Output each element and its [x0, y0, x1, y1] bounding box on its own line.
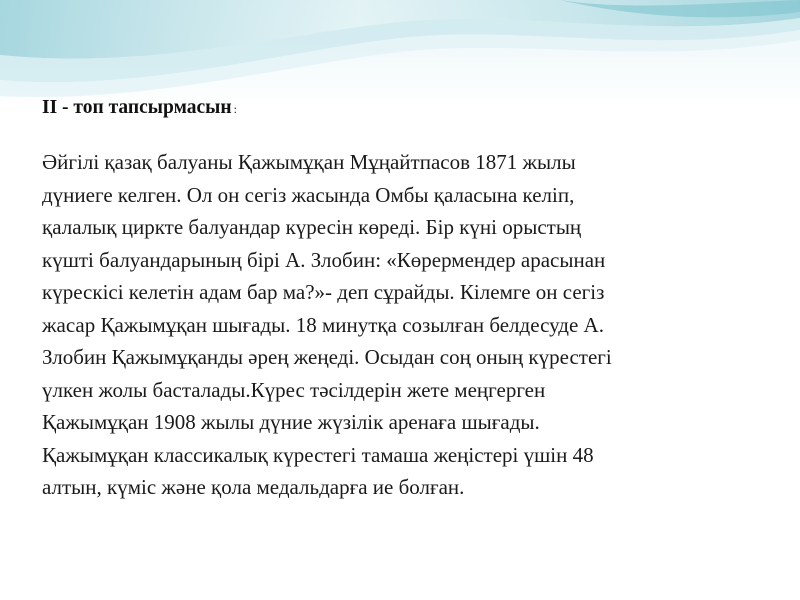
paragraph-line: күрескісі келетін адам бар ма?»- деп сұрайды. Кілемге он сегіз [42, 280, 605, 304]
paragraph-line: үлкен жолы басталады.Күрес тәсілдерін жете меңгерген [42, 377, 546, 402]
paragraph-line: Злобин Қажымұқанды әрең жеңеді. Осыдан соң оның күрестегі [42, 345, 612, 369]
paragraph-line: Қажымұқан 1908 жылы дүние жүзілік аренаға шығады. [42, 410, 540, 434]
header-wave-decoration [0, 0, 800, 110]
paragraph-line: Әйгілі қазақ балуаны Қажымұқан Мұңайтпасов 1871 жылы [42, 150, 576, 174]
paragraph-line: қалалық циркте балуандар күресін көреді. Бір күні орыстың [42, 215, 582, 239]
paragraph-line: жасар Қажымұқан шығады. 18 минутқа созылған белдесуде А. [42, 312, 604, 337]
paragraph-line: Қажымұқан классикалық күрестегі тамаша жеңістері үшін 48 [42, 442, 594, 467]
paragraph-line: алтын, күміс және қола медальдарға ие болған. [42, 475, 465, 499]
paragraph-line: күшті балуандарының бірі А. Злобин: «Көрермендер арасынан [42, 247, 606, 272]
slide-heading [42, 97, 237, 119]
body-paragraph [42, 146, 787, 504]
heading-colon: : [233, 102, 237, 116]
heading-text: II - топ тапсырмасын [42, 97, 232, 118]
paragraph-line: дүниеге келген. Ол он сегіз жасында Омбы қаласына келіп, [42, 182, 575, 207]
